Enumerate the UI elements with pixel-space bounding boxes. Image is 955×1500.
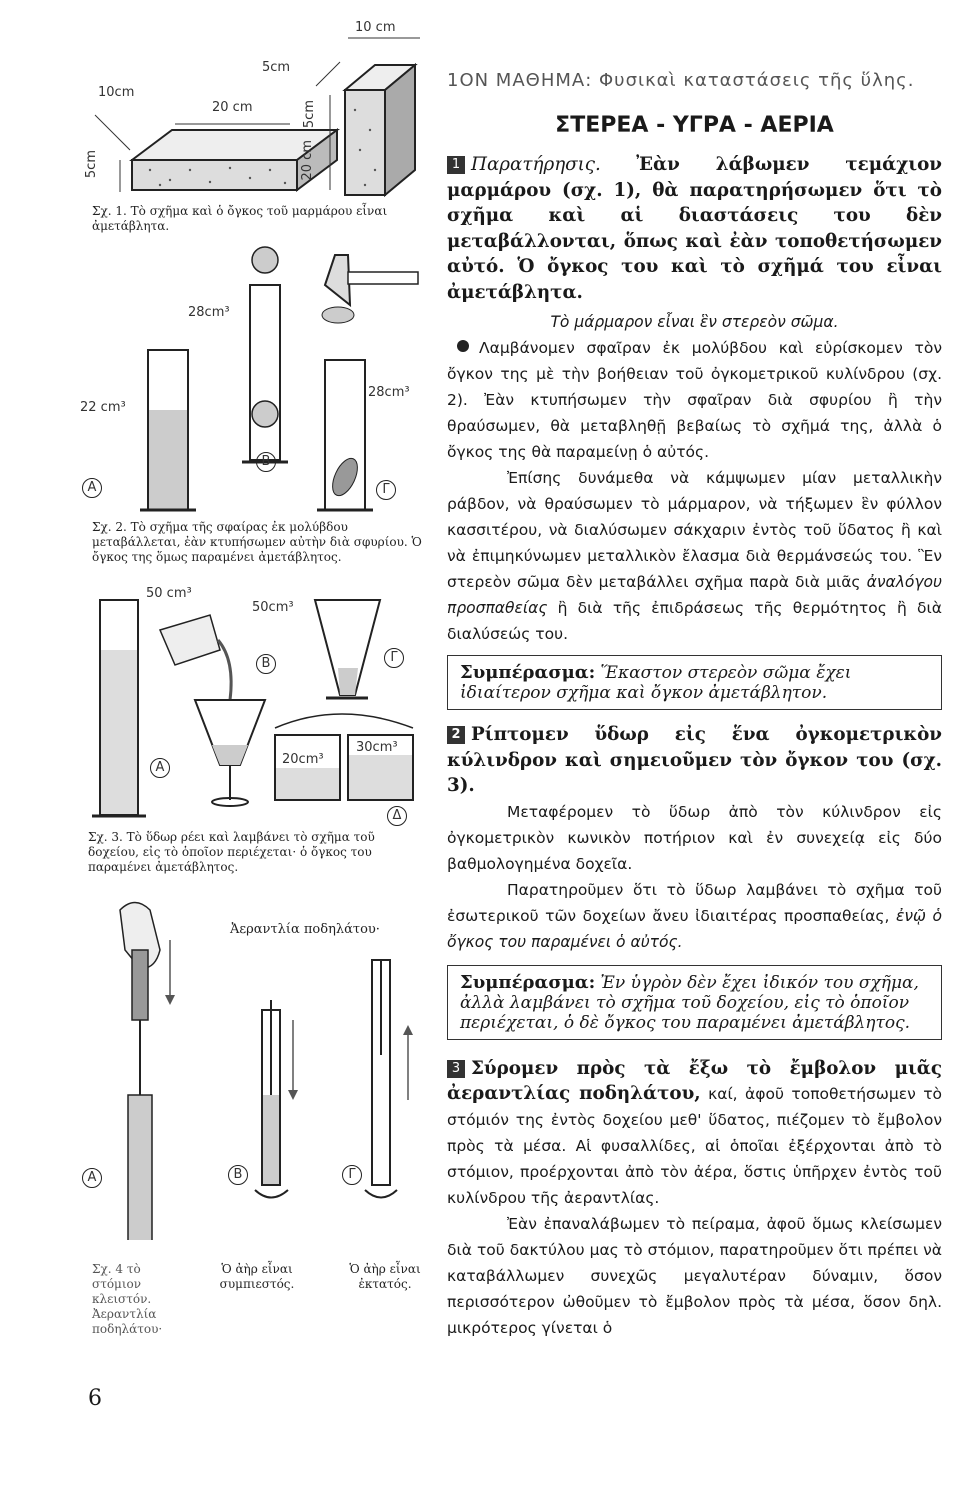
main-heading: ΣΤΕΡΕΑ - ΥΓΡΑ - ΑΕΡΙΑ — [555, 113, 834, 138]
figure-4-caption-a: Σχ. 4 τὸ στόμιον κλειστόν. Ἀεραντλία ποδηλάτου· — [92, 1262, 163, 1336]
section-3-lead: 3 Σύρομεν πρὸς τὰ ἔξω τὸ ἔμβολον μιᾶς ἀεραντλίας ποδηλάτου, καί, ἀφοῦ τοποθετήσωμεν τὸ στόμιόν της ἐντὸς δοχείου μεθ' ὕδατος, πιέζομεν τὸ ἔμβολον πρὸς τὰ μέσα. Αἱ φυσαλλίδες, αἱ ὁποῖαι ἐξέρχονται ἀπὸ τὸ στόμιον, προέρχονται ἀπὸ τὸν ἀέρα, ὅστις ὑπῆρχεν ἐντὸς τοῦ κυλίνδρου τῆς ἀεραντλίας. — [447, 1057, 943, 1207]
section-number: 1 — [447, 156, 465, 174]
italic-conclusion: Τὸ μάρμαρον εἶναι ἓν στερεὸν σῶμα. — [550, 313, 839, 331]
label-a: Α — [82, 1168, 102, 1188]
conclusion-box-2: Συμπέρασμα: Ἐν ὑγρὸν δὲν ἔχει ἰδικόν του σχῆμα, ἀλλὰ λαμβάνει τὸ σχῆμα τοῦ δοχείου, εἰς τὸ ὁποῖον περιέχεται, ὁ δὲ ὄγκος του παραμένει ἀμετάβλητος. — [447, 965, 942, 1040]
volume-label: 28cm³ — [368, 385, 410, 400]
dim-label: 10 cm — [355, 20, 396, 35]
dim-label: 5cm — [84, 150, 99, 179]
figure-3-caption: Σχ. 3. Τὸ ὕδωρ ρέει καὶ λαμβάνει τὸ σχῆμα τοῦ δοχείου, εἰς τὸ ὁποῖον περιέχεται· ὁ ὄγκος του παραμένει ἀμετάβλητος. — [88, 830, 375, 874]
label-g: Γ — [376, 480, 396, 500]
conclusion-box-1: Συμπέρασμα: Ἕκαστον στερεὸν σῶμα ἔχει ἰδιαίτερον σχῆμα καὶ ὄγκον ἀμετάβλητον. — [447, 655, 942, 710]
label-b: Β — [256, 654, 276, 674]
volume-label: 50cm³ — [252, 600, 294, 615]
lead-sphere-illustration — [120, 240, 420, 520]
section-1-intro: 1 Παρατήρησις. Ἐὰν λάβωμεν τεμάχιον μαρμάρου (σχ. 1), θὰ παρατηρήσωμεν ὅτι τὸ σχῆμα καὶ αἱ διαστάσεις του δὲν μεταβάλλονται, ὅπως καὶ ἐὰν τοποθετήσωμεν αὐτό. Ὁ ὄγκος του καὶ τὸ σχῆμά του εἶναι ἀμετάβλητα. — [447, 154, 942, 303]
dim-label: 20 cm — [300, 140, 315, 181]
label-g: Γ — [384, 648, 404, 668]
section-2-p1: Μεταφέρομεν τὸ ὕδωρ ἀπὸ τὸν κύλινδρον εἰς ὀγκομετρικὸν κωνικὸν ποτήριον καὶ ἐν συνεχείᾳ εἰς δύο βαθμολογημένα δοχεῖα. — [447, 802, 942, 873]
label-a: Α — [82, 478, 102, 498]
section-2-lead: 2 Ρίπτομεν ὕδωρ εἰς ἕνα ὀγκομετρικὸν κύλινδρον καὶ σημειοῦμεν τὸν ὄγκον του (σχ. 3). — [447, 724, 942, 796]
label-d: Δ — [387, 806, 407, 826]
dim-label: 20 cm — [212, 100, 253, 115]
volume-label: 22 cm³ — [80, 400, 126, 415]
marble-illustration — [80, 20, 440, 205]
figure-4-caption-b: Ὁ ἀὴρ εἶναι συμπιεστός. — [219, 1262, 295, 1291]
bullet-icon — [457, 340, 469, 352]
volume-label: 20cm³ — [282, 752, 324, 767]
label-g: Γ — [342, 1165, 362, 1185]
label-b: Β — [228, 1165, 248, 1185]
lesson-title: 1ΟΝ ΜΑΘΗΜΑ: Φυσικαὶ καταστάσεις τῆς ὕλης. — [447, 70, 915, 91]
dim-label: 10cm — [98, 85, 135, 100]
section-2-p2: Παρατηροῦμεν ὅτι τὸ ὕδωρ λαμβάνει τὸ σχῆμα τοῦ ἐσωτερικοῦ τῶν δοχείων ἄνευ ἰδιαιτέρας προσπαθείας, ἐνῷ ὁ ὄγκος του παραμένει ὁ αὐτός. — [447, 880, 942, 951]
section-1-p2: Λαμβάνομεν σφαῖραν ἐκ μολύβδου καὶ εὑρίσκομεν τὸν ὄγκον της μὲ τὴν βοήθειαν τοῦ ὀγκομετρικοῦ κυλίνδρου (σχ. 2). Ἐὰν κτυπήσωμεν τὴν σφαῖραν διὰ σφυρίου ἢ τὴν θραύσωμεν, θὰ μεταβληθῇ βεβαίως τὸ σχῆμά της, ἀλλὰ ὁ ὄγκος της θὰ παραμείνῃ ὁ αὐτός. — [447, 339, 942, 461]
figure-2-caption: Σχ. 2. Τὸ σχῆμα τῆς σφαίρας ἐκ μολύβδου μεταβάλλεται, ἐὰν κτυπήσωμεν αὐτὴν διὰ σφυρίου. Ὁ ὄγκος της ὅμως παραμένει ἀμετάβλητος. — [92, 520, 422, 564]
figure-1-caption: Σχ. 1. Τὸ σχῆμα καὶ ὁ ὄγκος τοῦ μαρμάρου εἶναι ἀμετάβλητα. — [92, 204, 388, 233]
dim-label: 5cm — [262, 60, 291, 75]
volume-label: 30cm³ — [356, 740, 398, 755]
section-1-p3: Ἐπίσης δυνάμεθα νὰ κάμψωμεν μίαν μεταλλικὴν ράβδον, νὰ θραύσωμεν τὸ μάρμαρον, νὰ τήξωμεν ἓν φύλλον κασσιτέρου, νὰ διαλύσωμεν σάκχαριν ἐντὸς τοῦ ὕδατος ἢ καὶ νὰ ἐπιμηκύνωμεν μεταλλικὸν ἔλασμα διὰ θερμάνσεώς του. Ἓν στερεὸν σῶμα δὲν μεταβάλλει σχῆμα παρὰ διὰ μιᾶς ἀναλόγου προσπαθείας ἢ διὰ τῆς ἐπιδράσεως τῆς θερμότητος ἢ διὰ διαλύσεώς του. — [447, 469, 942, 643]
figure-4-caption-c: Ὁ ἀὴρ εἶναι ἐκτατός. — [349, 1262, 421, 1291]
section-number: 3 — [447, 1060, 465, 1078]
section-3-p2: Ἐὰν ἐπαναλάβωμεν τὸ πείραμα, ἀφοῦ ὅμως κλείσωμεν διὰ τοῦ δακτύλου μας τὸ στόμιον, παρατηροῦμεν ὅτι πρέπει νὰ καταβάλλωμεν συνεχῶς μεγαλυτέραν δύναμιν, ὅσον περισσότερον ὠθοῦμεν τὸ ἔμβολον πρὸς τὰ μέσα, ὅσον δηλ. μικρότερος γίνεται ὁ — [447, 1215, 942, 1337]
label-b: Β — [256, 452, 276, 472]
section-number: 2 — [447, 726, 465, 744]
pump-title: Ἀεραντλία ποδηλάτου· — [230, 922, 380, 937]
bicycle-pump-illustration — [90, 890, 430, 1240]
dim-label: 5cm — [302, 100, 317, 129]
label-a: Α — [150, 758, 170, 778]
main-text — [447, 70, 942, 1341]
page-number: 6 — [88, 1386, 102, 1411]
volume-label: 28cm³ — [188, 305, 230, 320]
volume-label: 50 cm³ — [146, 586, 192, 601]
water-vessels-illustration — [90, 590, 430, 825]
